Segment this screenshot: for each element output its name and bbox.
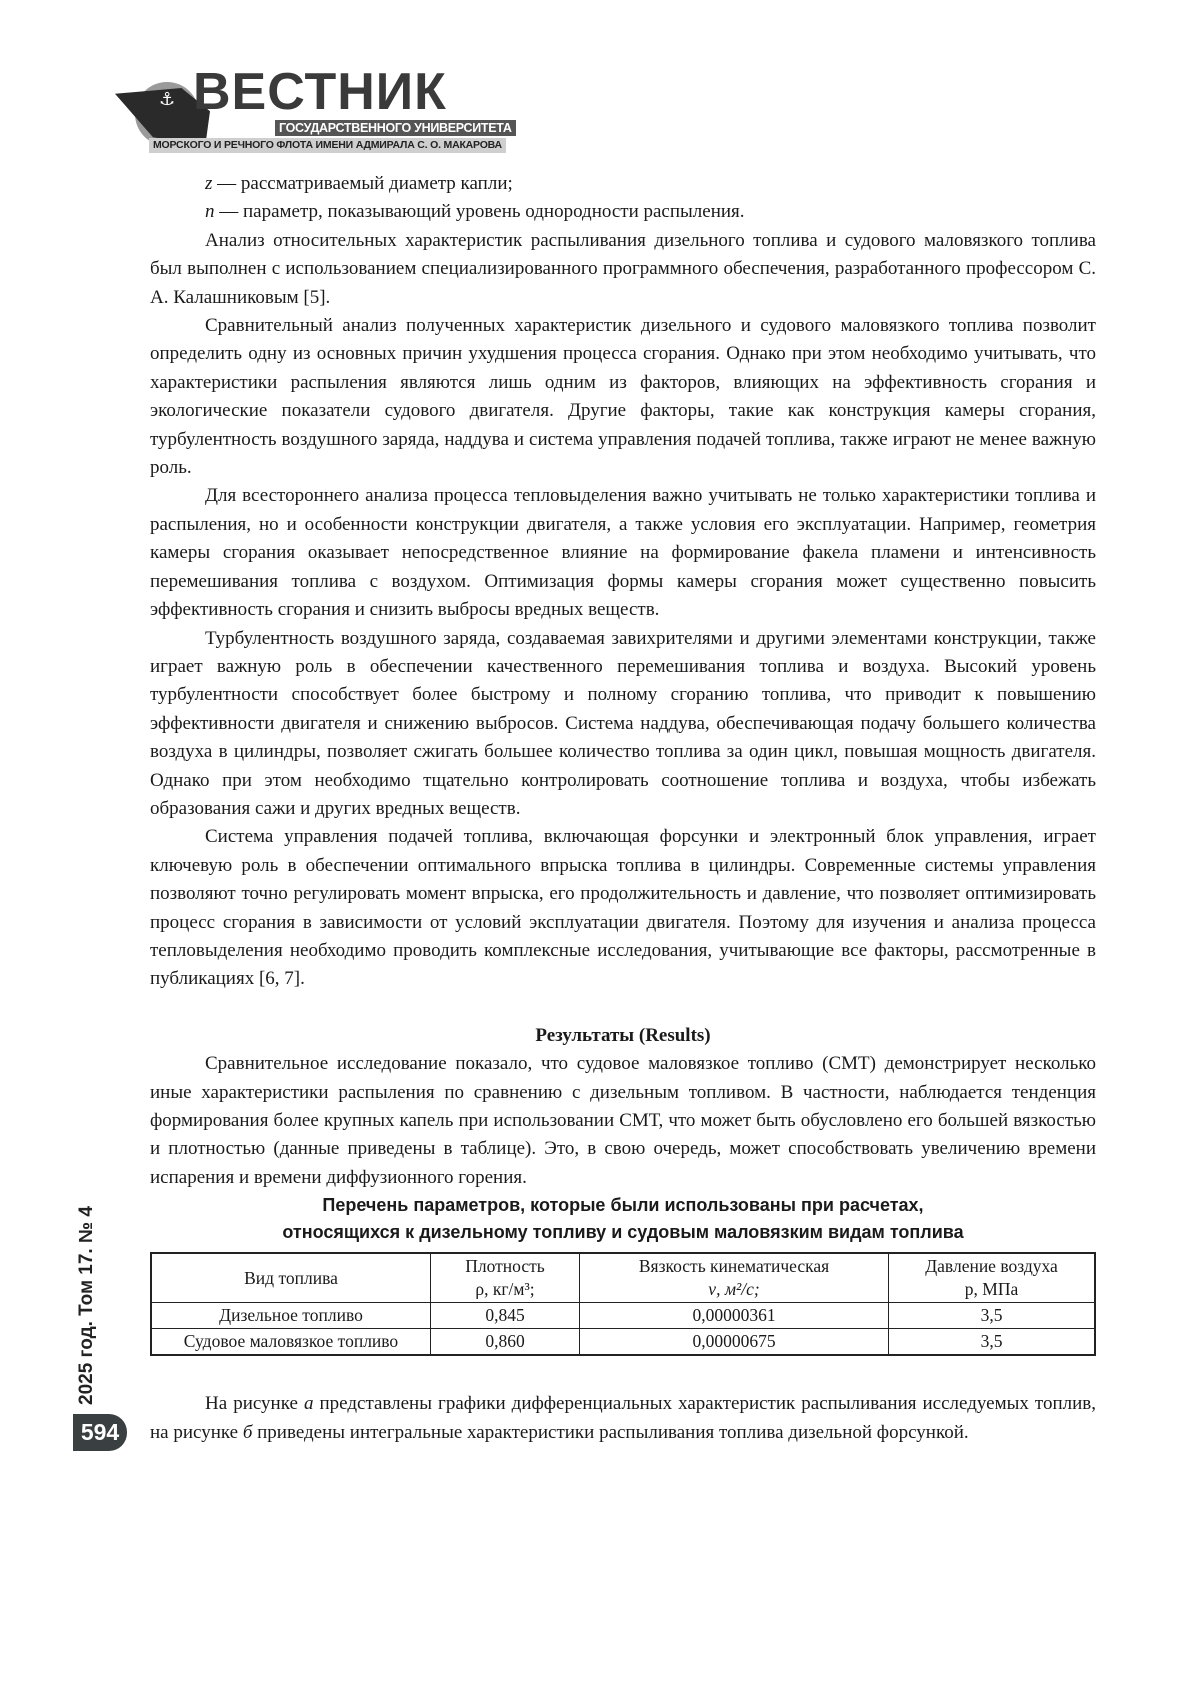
- header-line: Плотность: [465, 1256, 545, 1276]
- paragraph: Турбулентность воздушного заряда, создаваемая завихрителями и другими элементами конструкции, также играет важную роль в обеспечении качественного перемешивания топлива и воздуха. Высокий уровень турбулентности способствует более быстрому и полному сгоранию топлива, что приводит к повышению эффективности двигателя и снижению выбросов. Система наддува, обеспечивающая подачу большего количества воздуха в цилиндры, позволяет сжигать большее количество топлива за один цикл, повышая мощность двигателя. Однако при этом необходимо тщательно контролировать соотношение топлива и воздуха, чтобы избежать образования сажи и других вредных веществ.: [150, 625, 1096, 824]
- cell: Дизельное топливо: [151, 1303, 431, 1329]
- header-unit: p, МПа: [965, 1279, 1018, 1299]
- cell: 0,860: [431, 1329, 580, 1356]
- paragraph: Для всестороннего анализа процесса тепловыделения важно учитывать не только характеристики топлива и распыления, но и особенности конструкции двигателя, а также условия его эксплуатации. Например, геометрия камеры сгорания оказывает непосредственное влияние на формирование факела пламени и интенсивность перемешивания топлива с воздухом. Оптимизация формы камеры сгорания может существенно повысить эффективность сгорания и снизить выбросы вредных веществ.: [150, 482, 1096, 624]
- section-heading: Результаты (Results): [150, 1022, 1096, 1050]
- cell: 0,845: [431, 1303, 580, 1329]
- definition: [150, 170, 1096, 198]
- logo-subtitle: ГОСУДАРСТВЕННОГО УНИВЕРСИТЕТА: [275, 120, 516, 136]
- cell: 3,5: [889, 1329, 1096, 1356]
- paragraph: Анализ относительных характеристик распыливания дизельного топлива и судового маловязкого топлива был выполнен с использованием специализированного программного обеспечения, разработанного профессором С. А. Калашниковым [5].: [150, 227, 1096, 312]
- anchor-icon: ⚓: [159, 90, 175, 110]
- header-line: Вязкость кинематическая: [639, 1256, 829, 1276]
- issue-text: 2025 год. Том 17. № 4: [75, 1235, 99, 1405]
- text: представлены графики дифференциальных характеристик распыливания исследуемых топлив, на рисунке: [150, 1393, 1096, 1442]
- header-unit: ρ, кг/м³;: [475, 1279, 534, 1299]
- paragraph: [150, 1390, 1096, 1447]
- cell: 0,00000675: [580, 1329, 889, 1356]
- caption-line: Перечень параметров, которые были использованы при расчетах,: [322, 1195, 923, 1215]
- symbol: z: [205, 173, 212, 194]
- paragraph: Система управления подачей топлива, включающая форсунки и электронный блок управления, играет ключевую роль в обеспечении оптимального впрыска топлива в цилиндры. Современные системы управления позволяют точно регулировать момент впрыска, его продолжительность и давление, что позволяет оптимизировать процесс сгорания в зависимости от условий эксплуатации двигателя. Поэтому для изучения и анализа процесса тепловыделения необходимо проводить комплексные исследования, учитывающие все факторы, рассмотренные в публикациях [6, 7].: [150, 823, 1096, 993]
- parameters-table: [150, 1252, 1096, 1356]
- cell: 3,5: [889, 1303, 1096, 1329]
- paragraph: Сравнительное исследование показало, что судовое маловязкое топливо (СМТ) демонстрирует несколько иные характеристики распыления по сравнению с дизельным топливом. В частности, наблюдается тенденция формирования более крупных капель при использовании СМТ, что может быть обусловлено его большей вязкостью и плотностью (данные приведены в таблице). Это, в свою очередь, может способствовать увеличению времени испарения и времени диффузионного горения.: [150, 1050, 1096, 1192]
- paragraph: Сравнительный анализ полученных характеристик дизельного и судового маловязкого топлива позволит определить одну из основных причин ухудшения процесса сгорания. Однако при этом необходимо учитывать, что характеристики распыления являются лишь одним из факторов, влияющих на эффективность сгорания и экологические показатели судового двигателя. Другие факторы, такие как конструкция камеры сгорания, турбулентность воздушного заряда, наддува и система управления подачей топлива, также играют не менее важную роль.: [150, 312, 1096, 482]
- page-number: 594: [73, 1414, 127, 1451]
- figure-ref: а: [304, 1393, 314, 1414]
- definition-text: — параметр, показывающий уровень однородности распыления.: [215, 201, 745, 222]
- header-line: Давление воздуха: [925, 1256, 1058, 1276]
- symbol: n: [205, 201, 215, 222]
- journal-logo: [115, 70, 475, 154]
- figure-ref: б: [243, 1422, 253, 1443]
- definition-text: — рассматриваемый диаметр капли;: [212, 173, 512, 194]
- table-row: [151, 1329, 1095, 1356]
- article-body: [150, 170, 1096, 1447]
- caption-line: относящихся к дизельному топливу и судовым маловязким видам топлива: [282, 1222, 963, 1242]
- text: На рисунке: [205, 1393, 304, 1414]
- header-unit: ν, м²/с;: [708, 1279, 759, 1299]
- issue-label: [75, 1235, 115, 1405]
- header-cell: Вид топлива: [151, 1253, 431, 1303]
- text: приведены интегральные характеристики распыливания топлива дизельной форсункой.: [252, 1422, 968, 1443]
- logo-title: ВЕСТНИК: [193, 66, 447, 118]
- cell: 0,00000361: [580, 1303, 889, 1329]
- table-header-row: [151, 1253, 1095, 1303]
- header-cell: [889, 1253, 1096, 1303]
- header-cell: [580, 1253, 889, 1303]
- header-cell: [431, 1253, 580, 1303]
- table-row: [151, 1303, 1095, 1329]
- definition: [150, 198, 1096, 226]
- logo-subtitle-2: МОРСКОГО И РЕЧНОГО ФЛОТА ИМЕНИ АДМИРАЛА С. О. МАКАРОВА: [149, 138, 506, 153]
- table-caption: [150, 1192, 1096, 1246]
- cell: Судовое маловязкое топливо: [151, 1329, 431, 1356]
